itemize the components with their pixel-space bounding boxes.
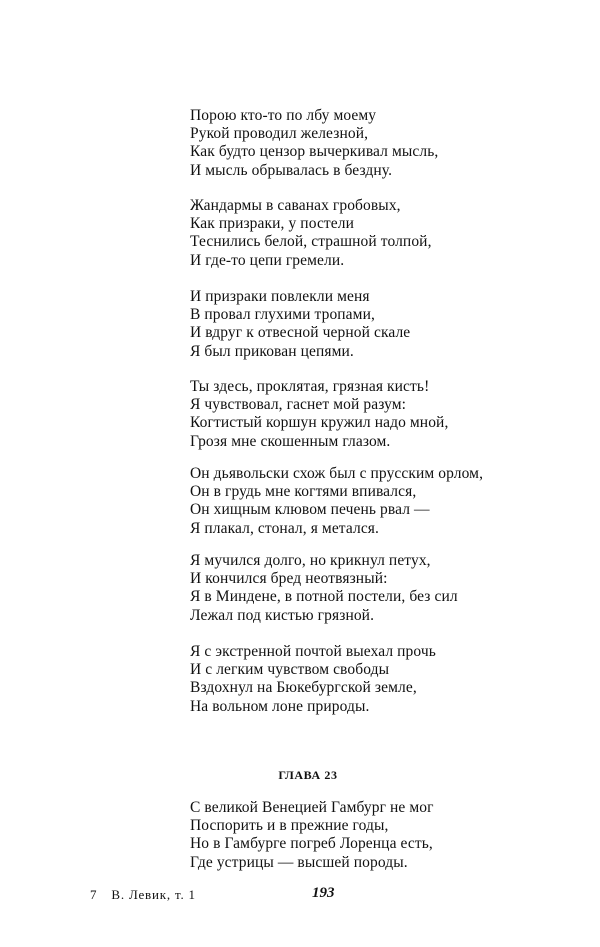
verse-line: Как призраки, у постели — [190, 215, 355, 233]
stanza — [190, 552, 590, 625]
verse-line: Когтистый коршун кружил надо мной, — [190, 414, 449, 432]
verse-line: Где устрицы — высшей породы. — [190, 853, 408, 871]
stanza — [190, 465, 590, 538]
stanza — [190, 643, 590, 716]
verse-line: И призраки повлекли меня — [190, 288, 370, 305]
stanza — [190, 799, 590, 872]
stanza — [190, 378, 590, 451]
verse-line: И с легким чувством свободы — [190, 661, 390, 679]
printer-signature — [90, 887, 196, 903]
verse-line: Я плакал, стонал, я метался. — [190, 519, 380, 537]
signature-number: 7 — [90, 887, 98, 902]
verse-line: С великой Венецией Гамбург не мог — [190, 799, 434, 816]
verse-line: В провал глухими тропами, — [190, 306, 375, 324]
verse-line: Жандармы в саванах гробовых, — [190, 197, 401, 214]
verse-line: Вздохнул на Бюкебургской земле, — [190, 679, 417, 697]
stanza — [190, 288, 590, 361]
page-number: 193 — [312, 885, 335, 901]
verse-line: Как будто цензор вычеркивал мысль, — [190, 143, 439, 161]
verse-line: На вольном лоне природы. — [190, 697, 370, 715]
verse-line: Поспорить и в прежние годы, — [190, 817, 389, 835]
verse-line: Я мучился долго, но крикнул петух, — [190, 552, 431, 569]
verse-line: Он хищным клювом печень рвал — — [190, 501, 430, 519]
verse-line: Я с экстренной почтой выехал прочь — [190, 643, 436, 660]
verse-line: Порою кто-то по лбу моему — [190, 107, 377, 124]
verse-line: Я чувствовал, гаснет мой разум: — [190, 396, 407, 414]
verse-line: Грозя мне скошенным глазом. — [190, 432, 391, 450]
verse-line: Но в Гамбурге погреб Лоренца есть, — [190, 835, 433, 853]
stanza — [190, 107, 590, 180]
verse-line: Теснились белой, страшной толпой, — [190, 233, 432, 251]
verse-line: И где-то цепи гремели. — [190, 251, 345, 269]
verse-line: И кончился бред неотвязный: — [190, 570, 388, 588]
signature-text: В. Левик, т. 1 — [111, 887, 196, 902]
stanza — [190, 197, 590, 270]
verse-line: Он в грудь мне когтями впивался, — [190, 483, 417, 501]
verse-line: Рукой проводил железной, — [190, 125, 369, 143]
verse-line: Я был прикован цепями. — [190, 342, 354, 360]
verse-line: И вдруг к отвесной черной скале — [190, 324, 411, 342]
verse-line: И мысль обрывалась в бездну. — [190, 161, 393, 179]
verse-line: Он дьявольски схож был с прусским орлом, — [190, 465, 484, 482]
verse-line: Ты здесь, проклятая, грязная кисть! — [190, 378, 430, 395]
chapter-title: ГЛАВА 23 — [278, 768, 338, 782]
verse-line: Лежал под кистью грязной. — [190, 606, 375, 624]
verse-line: Я в Миндене, в потной постели, без сил — [190, 588, 458, 606]
